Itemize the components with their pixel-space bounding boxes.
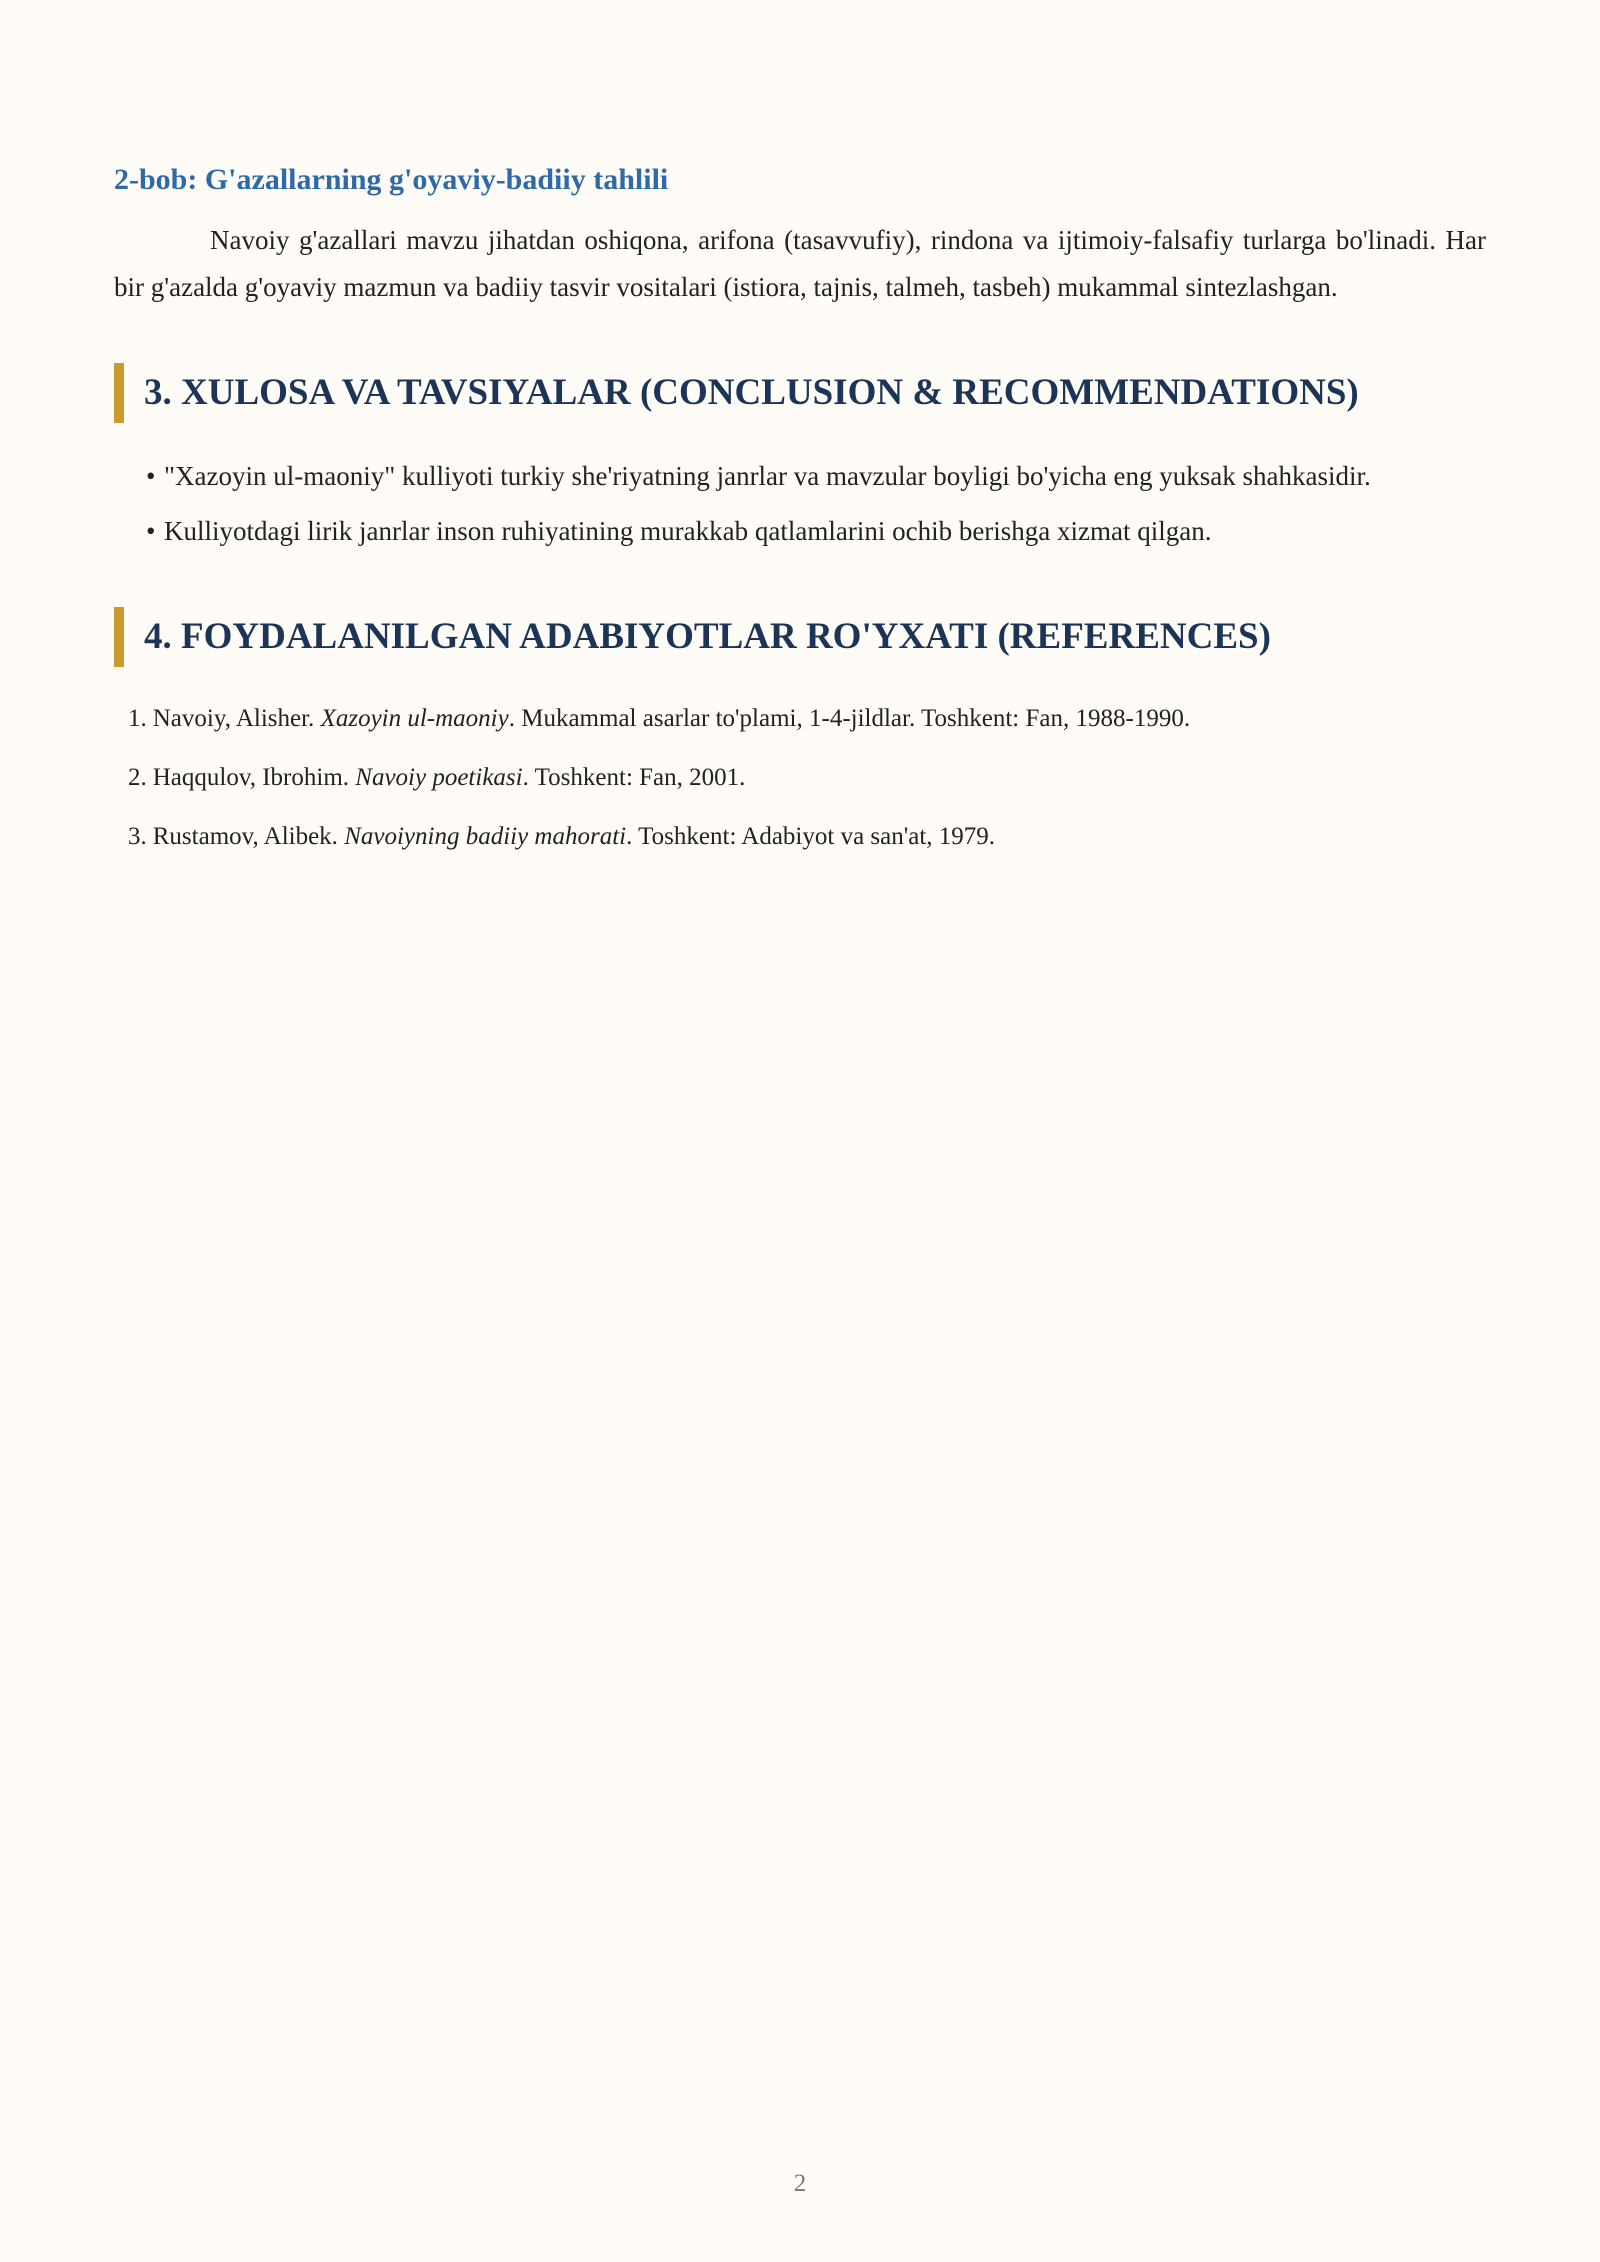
list-item-text: Kulliyotdagi lirik janrlar inson ruhiyatining murakkab qatlamlarini ochib berishga xizmat qilgan. (164, 516, 1212, 546)
reference-item (128, 701, 1486, 737)
reference-author: Rustamov, Alibek. (152, 823, 338, 850)
chapter-title: 2-bob: G'azallarning g'oyaviy-badiiy tahlili (114, 163, 669, 196)
section-heading-conclusions-text: 3. XULOSA VA TAVSIYALAR (CONCLUSION & RECOMMENDATIONS) (144, 371, 1359, 413)
reference-author: Haqqulov, Ibrohim. (152, 764, 350, 791)
reference-details: . Toshkent: Fan, 2001. (522, 764, 746, 791)
chapter-paragraph: Navoiy g'azallari mavzu jihatdan oshiqona, arifona (tasavvufiy), rindona va ijtimoiy-falsafiy turlarga bo'linadi. Har bir g'azalda g'oyaviy mazmun va badiiy tasvir vositalari (istiora, tajnis, talmeh, tasbeh) mukammal sintezlashgan. (114, 225, 1486, 302)
list-item-text: "Xazoyin ul-maoniy" kulliyoti turkiy she'riyatning janrlar va mavzular boyligi bo'yicha eng yuksak shahkasidir. (164, 461, 1371, 491)
page-number: 2 (793, 2170, 807, 2197)
reference-title: Navoiy poetikasi (355, 764, 523, 791)
list-item (146, 508, 1486, 555)
reference-item (128, 760, 1486, 796)
bullet-icon: • (146, 516, 156, 546)
reference-author: Navoiy, Alisher. (152, 705, 315, 732)
document-page (114, 150, 1486, 878)
section-heading-references (114, 607, 1486, 667)
section-heading-conclusions (114, 363, 1486, 423)
bullet-icon: • (146, 461, 156, 491)
reference-item (128, 819, 1486, 855)
list-item (146, 453, 1486, 500)
reference-number: 1. (128, 705, 147, 732)
reference-title: Xazoyin ul-maoniy (320, 705, 509, 732)
reference-title: Navoiyning badiiy mahorati (344, 823, 627, 850)
conclusions-list (114, 453, 1486, 555)
reference-details: . Toshkent: Adabiyot va san'at, 1979. (626, 823, 996, 850)
references-list (114, 701, 1486, 855)
section-heading-references-text: 4. FOYDALANILGAN ADABIYOTLAR RO'YXATI (REFERENCES) (144, 615, 1271, 657)
reference-details: . Mukammal asarlar to'plami, 1-4-jildlar. Toshkent: Fan, 1988-1990. (508, 705, 1191, 732)
reference-number: 3. (128, 823, 147, 850)
reference-number: 2. (128, 764, 147, 791)
